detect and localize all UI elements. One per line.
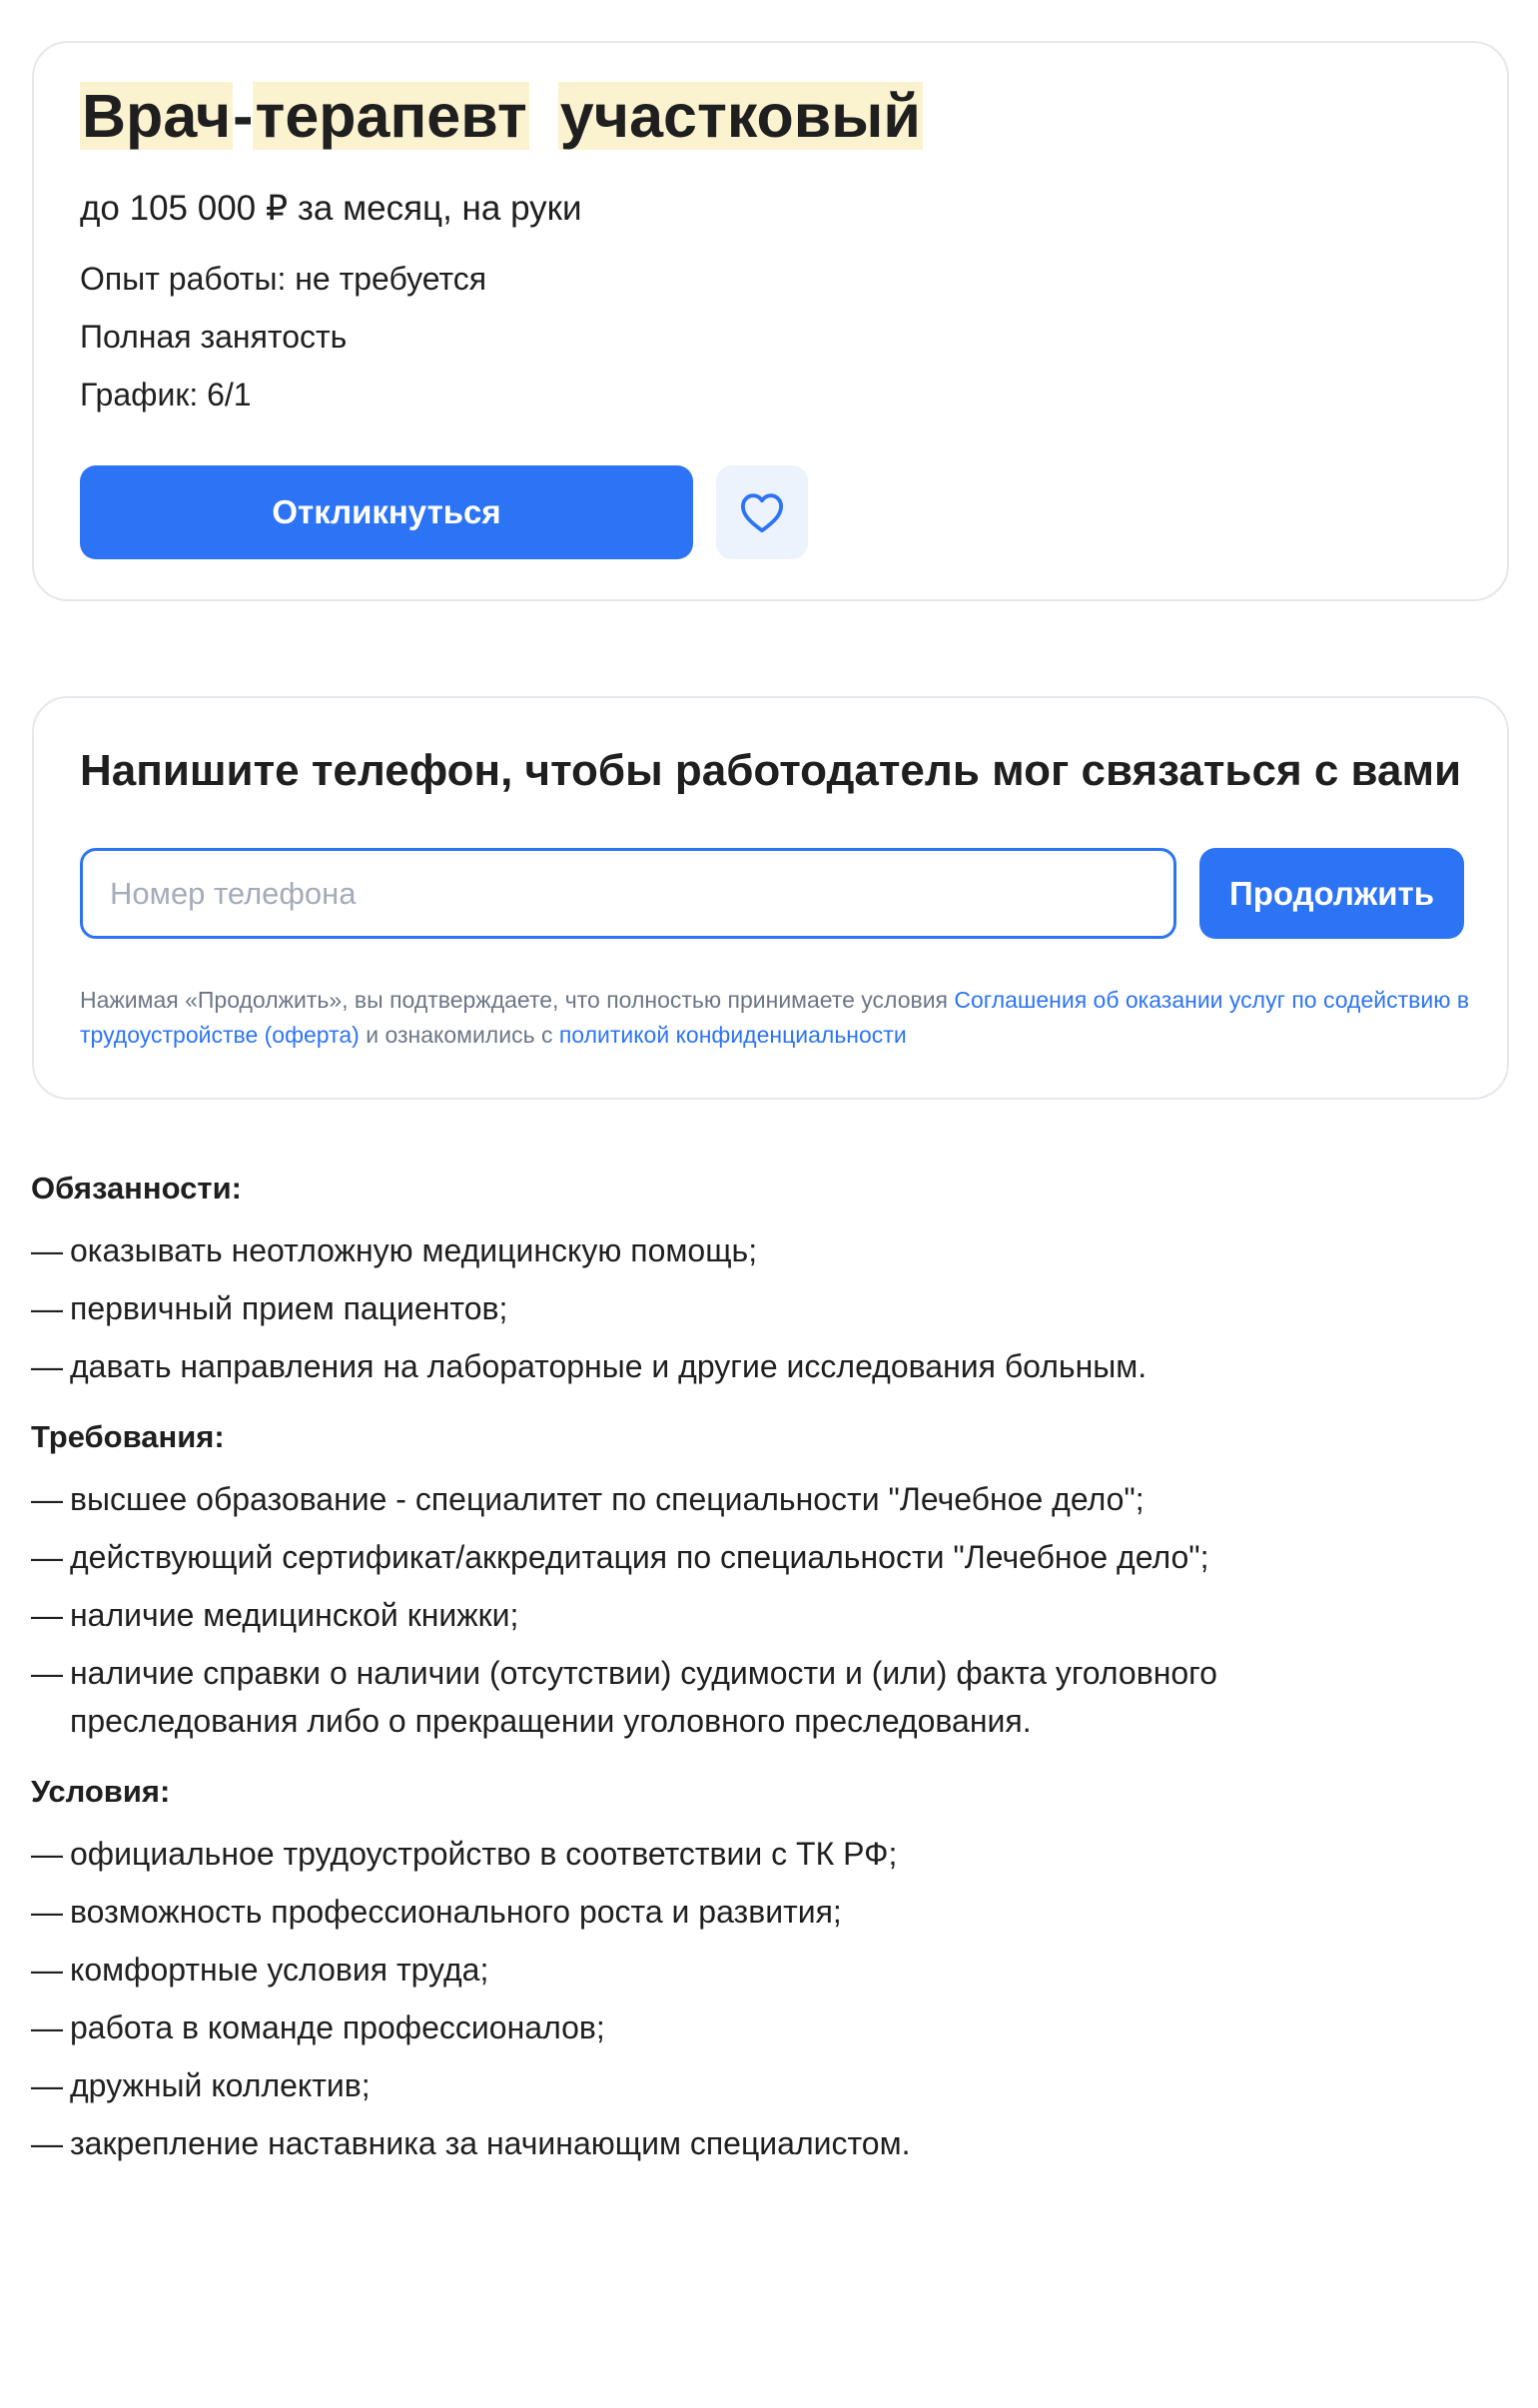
title-separator: - [233,82,254,150]
phone-input[interactable] [80,848,1176,939]
list-item-text: возможность профессионального роста и развития; [70,1894,842,1930]
list-item [31,1830,1489,1878]
phone-form-title: Напишите телефон, чтобы работодатель мог связаться с вами [80,746,1462,795]
dash: — [31,1232,63,1268]
favorite-button[interactable] [716,465,808,559]
heart-icon [739,491,785,533]
experience-info: Опыт работы: не требуется [80,261,487,297]
offer-agreement-link[interactable]: Соглашения об оказании услуг по содействию в трудоустройстве (оферта) [80,987,1470,1048]
list-item [31,1284,1489,1332]
list-item-text: действующий сертификат/аккредитация по специальности "Лечебное дело"; [70,1539,1209,1575]
section-title-duties: Обязанности: [31,1171,242,1205]
list-item-text: наличие справки о наличии (отсутствии) судимости и (или) факта уголовного преследования либо о прекращении уголовного преследования. [70,1655,1217,1739]
requirements-list [31,1475,1489,1745]
consent-middle: и ознакомились с [359,1022,559,1048]
list-item-text: оказывать неотложную медицинскую помощь; [70,1232,758,1268]
duties-list [31,1226,1489,1390]
continue-button[interactable]: Продолжить [1199,848,1464,939]
dash: — [31,1348,63,1384]
dash: — [31,1539,63,1575]
vacancy-card [32,41,1509,601]
list-item-text: давать направления на лабораторные и другие исследования больным. [70,1348,1148,1384]
consent-text [80,983,1478,1053]
dash: — [31,1655,63,1691]
list-item [31,1342,1489,1390]
consent-prefix: Нажимая «Продолжить», вы подтверждаете, что полностью принимаете условия [80,987,955,1013]
section-title-conditions: Условия: [31,1774,171,1809]
section-title-requirements: Требования: [31,1419,225,1454]
list-item-text: дружный коллектив; [70,2067,371,2103]
list-item-text: наличие медицинской книжки; [70,1597,519,1633]
conditions-list [31,1830,1489,2167]
dash: — [31,2125,63,2161]
list-item [31,2061,1489,2109]
list-item-text: закрепление наставника за начинающим специалистом. [70,2125,911,2161]
dash: — [31,1894,63,1930]
dash: — [31,1836,63,1872]
title-part-3: участковый [559,82,921,150]
list-item [31,1475,1489,1523]
dash: — [31,1597,63,1633]
list-item [31,2004,1489,2051]
list-item [31,1533,1489,1581]
privacy-policy-link[interactable]: политикой конфиденциальности [558,1022,907,1048]
list-item-text: комфортные условия труда; [70,1952,489,1988]
dash: — [31,2009,63,2045]
list-item-text: высшее образование - специалитет по специальности "Лечебное дело"; [70,1481,1145,1517]
list-item [31,1888,1489,1936]
list-item [31,1226,1489,1274]
schedule-info: График: 6/1 [80,377,252,412]
list-item [31,1649,1489,1745]
salary: до 105 000 ₽ за месяц, на руки [80,189,582,228]
list-item-text: первичный прием пациентов; [70,1290,508,1326]
list-item [31,1946,1489,1994]
title-gap [529,82,558,150]
list-item [31,1591,1489,1639]
dash: — [31,1952,63,1988]
vacancy-title [80,81,923,151]
list-item-text: официальное трудоустройство в соответствии с ТК РФ; [70,1836,898,1872]
employment-info: Полная занятость [80,319,348,355]
apply-button[interactable]: Откликнуться [80,465,693,559]
vacancy-description [31,1169,1489,2177]
title-part-2: терапевт [255,82,527,150]
dash: — [31,1481,63,1517]
list-item-text: работа в команде профессионалов; [70,2009,605,2045]
dash: — [31,1290,63,1326]
list-item [31,2119,1489,2167]
title-part-1: Врач [82,82,232,150]
dash: — [31,2067,63,2103]
phone-form-card [32,696,1509,1100]
